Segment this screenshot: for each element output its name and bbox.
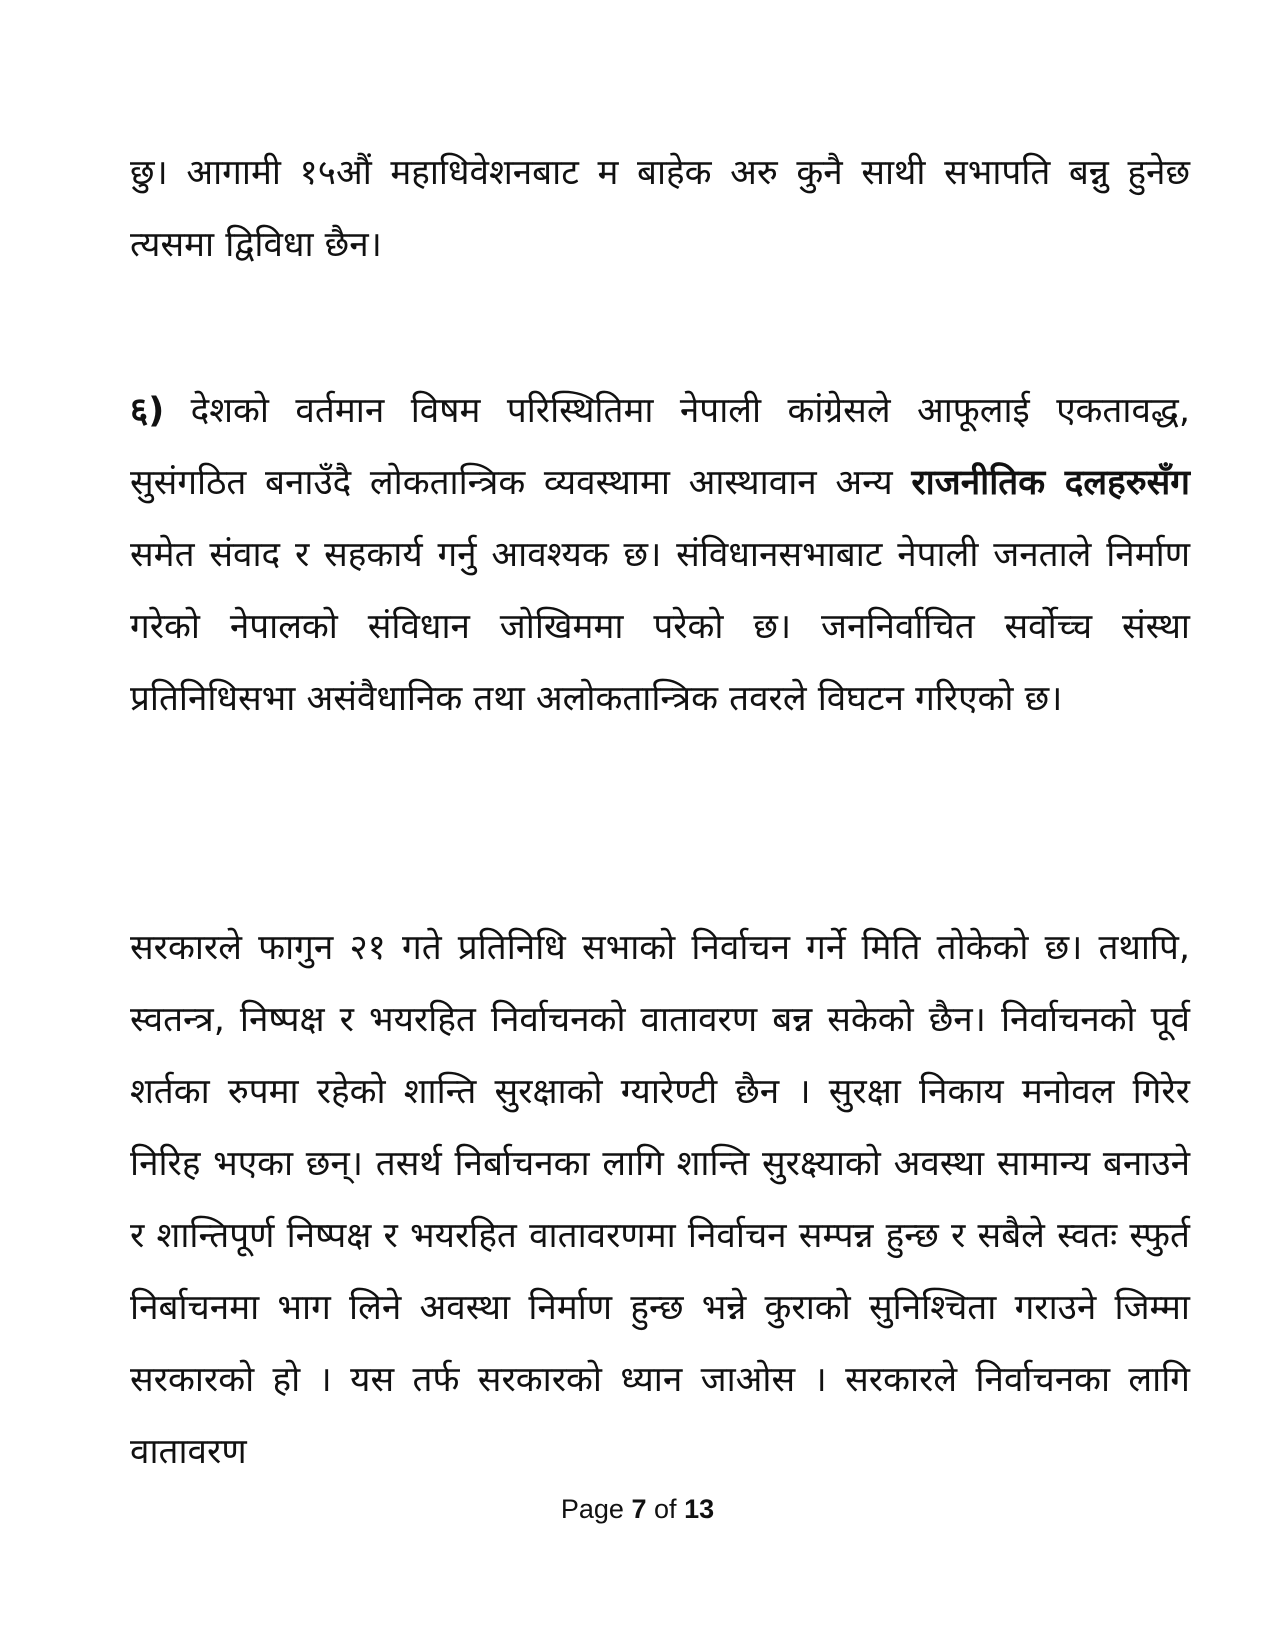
point-number: ६)	[130, 391, 165, 431]
of-label: of	[654, 1494, 677, 1524]
paragraph-point-6	[130, 375, 1190, 735]
paragraph-continuation	[130, 137, 1190, 281]
page-label: Page	[560, 1494, 624, 1524]
paragraph-text-after: समेत संवाद र सहकार्य गर्नु आवश्यक छ। संविधानसभाबाट नेपाली जनताले निर्माण गरेको नेपालको संविधान जोखिममा परेको छ। जननिर्वाचित सर्वोच्च संस्था प्रतिनिधिसभा असंवैधानिक तथा अलोकतान्त्रिक तवरले विघटन गरिएको छ।	[130, 535, 1190, 719]
page-footer	[0, 1494, 1275, 1525]
paragraph-text: छु। आगामी १५औं महाधिवेशनबाट म बाहेक अरु कुनै साथी सभापति बन्नु हुनेछ त्यसमा द्विविधा छैन।	[130, 153, 1190, 265]
current-page-number: 7	[631, 1494, 647, 1524]
paragraph-text-before: देशको वर्तमान विषम परिस्थितिमा नेपाली कांग्रेसले आफूलाई एकतावद्ध, सुसंगठित बनाउँदै लोकतान्त्रिक व्यवस्थामा आस्थावान अन्य	[130, 391, 1190, 503]
total-pages-number: 13	[684, 1494, 715, 1524]
emphasized-text: राजनीतिक दलहरुसँग	[911, 463, 1190, 503]
paragraph-election	[130, 912, 1190, 1488]
paragraph-text: सरकारले फागुन २१ गते प्रतिनिधि सभाको निर्वाचन गर्ने मिति तोकेको छ। तथापि, स्वतन्त्र, निष्पक्ष र भयरहित निर्वाचनको वातावरण बन्न सकेको छैन। निर्वाचनको पूर्व शर्तका रुपमा रहेको शान्ति सुरक्षाको ग्यारेण्टी छैन । सुरक्षा निकाय मनोवल गिरेर निरिह भएका छन्। तसर्थ निर्बाचनका लागि शान्ति सुरक्ष्याको अवस्था सामान्य बनाउने र शान्तिपूर्ण निष्पक्ष र भयरहित वातावरणमा निर्वाचन सम्पन्न हुन्छ र सबैले स्वतः स्फुर्त निर्बाचनमा भाग लिने अवस्था निर्माण हुन्छ भन्ने कुराको सुनिश्चिता गराउने जिम्मा सरकारको हो । यस तर्फ सरकारको ध्यान जाओस । सरकारले निर्वाचनका लागि वातावरण	[130, 928, 1190, 1472]
